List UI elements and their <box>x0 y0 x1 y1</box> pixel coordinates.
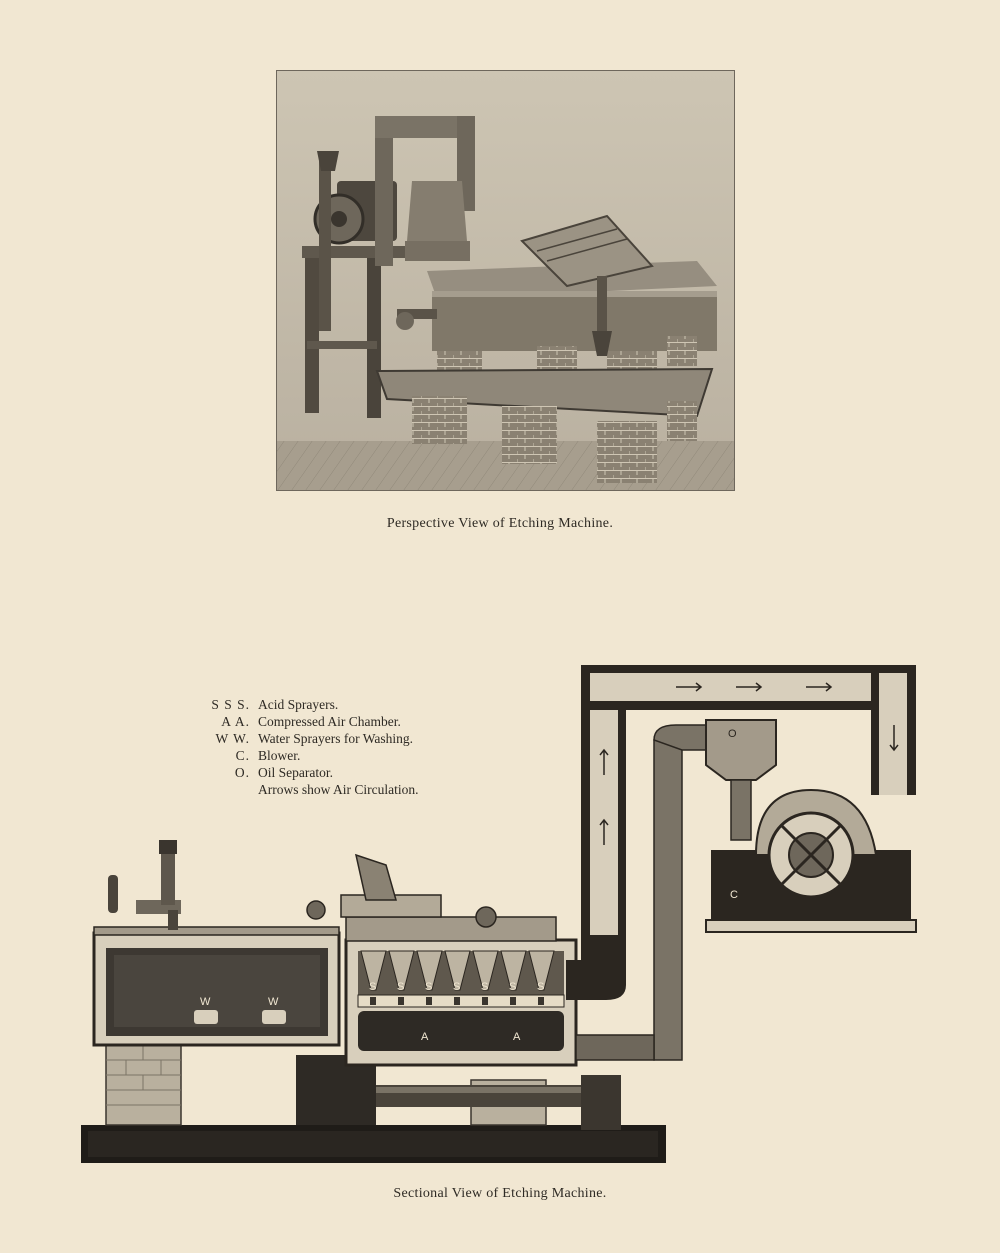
label-s7: S <box>537 981 545 993</box>
label-c: C <box>730 889 738 901</box>
label-s3: S <box>425 981 433 993</box>
perspective-caption: Perspective View of Etching Machine. <box>386 516 614 531</box>
etching-machine-photo-illustration <box>277 71 734 490</box>
legend-row-water-sprayers <box>196 730 418 747</box>
legend-desc: Water Sprayers for Washing. <box>258 731 414 746</box>
legend-key: W W. <box>215 731 250 746</box>
legend-key <box>196 781 258 798</box>
label-o: O <box>728 728 737 740</box>
legend-desc: Oil Separator. <box>258 765 333 780</box>
sectional-caption: Sectional View of Etching Machine. <box>393 1186 607 1201</box>
legend-row-oil-separator <box>196 764 418 781</box>
legend-desc: Arrows show Air Circulation. <box>258 782 419 797</box>
label-w-left: W <box>200 996 211 1008</box>
legend-row-arrows-note <box>196 781 418 798</box>
legend-row-blower <box>196 747 418 764</box>
legend-row-acid-sprayers <box>196 696 418 713</box>
perspective-photo <box>276 70 735 491</box>
label-s2: S <box>397 981 405 993</box>
label-a-left: A <box>421 1031 429 1043</box>
label-s5: S <box>481 981 489 993</box>
legend-desc: Blower. <box>258 748 301 763</box>
label-w-right: W <box>268 996 279 1008</box>
legend-key: S S S. <box>211 697 250 712</box>
label-a-right: A <box>513 1031 521 1043</box>
label-s1: S <box>369 981 377 993</box>
legend-key: A A. <box>221 714 250 729</box>
legend-desc: Acid Sprayers. <box>258 697 339 712</box>
label-s6: S <box>509 981 517 993</box>
legend <box>196 696 418 798</box>
label-s4: S <box>453 981 461 993</box>
legend-desc: Compressed Air Chamber. <box>258 714 401 729</box>
legend-key: C. <box>235 748 250 763</box>
legend-key: O. <box>234 765 250 780</box>
legend-row-air-chamber <box>196 713 418 730</box>
